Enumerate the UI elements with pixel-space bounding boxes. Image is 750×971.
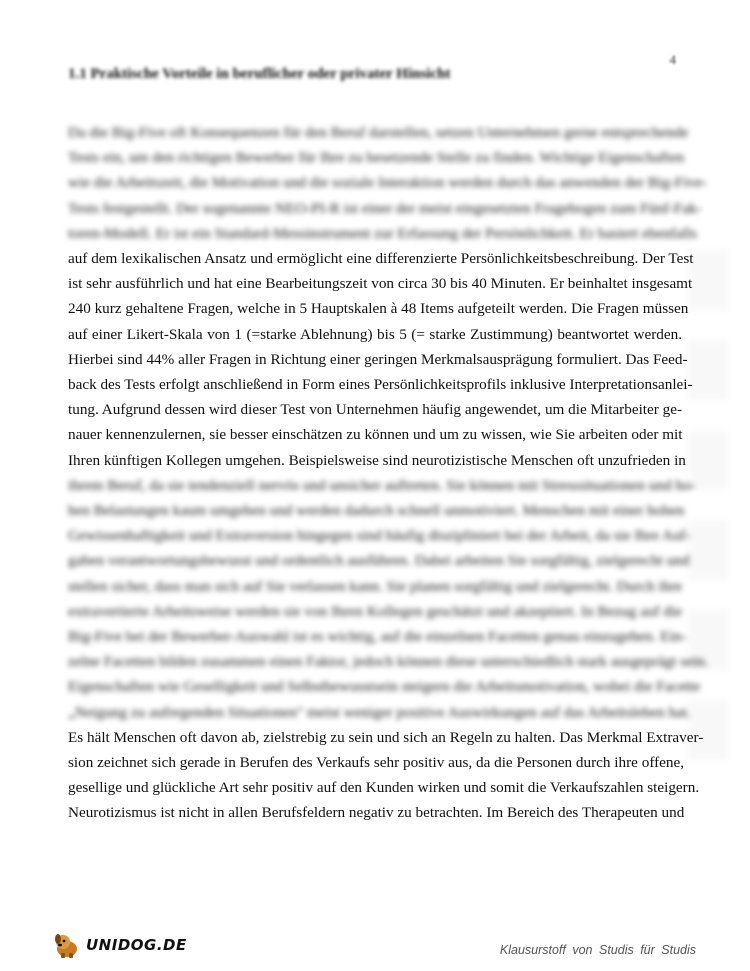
text-line: gaben verantwortungsbewusst und ordentlich ausführen. Dabei arbeiten Sie sorgfältig, zielgerecht und bbox=[68, 552, 690, 570]
text-line: Es hält Menschen oft davon ab, zielstrebig zu sein und sich an Regeln zu halten. Das Merkmal Extraver- bbox=[68, 728, 704, 746]
text-line: ist sehr ausführlich und hat eine Bearbeitungszeit von circa 30 bis 40 Minuten. Er beinhaltet insgesamt bbox=[68, 275, 693, 293]
logo-text: UNIDOG.DE bbox=[86, 936, 187, 954]
text-line: nauer kennenzulernen, sie besser einschätzen zu können und um zu wissen, wie Sie arbeiten oder mit bbox=[68, 426, 683, 444]
section-heading: 1.1 Praktische Vorteile in beruflicher oder privater Hinsicht bbox=[68, 66, 451, 82]
footer-tagline: Klausurstoff von Studis für Studis bbox=[499, 943, 696, 957]
text-line: auf einer Likert-Skala von 1 (=starke Ablehnung) bis 5 (= starke Zustimmung) beantwortet werden. bbox=[68, 325, 682, 343]
text-line: zelne Facetten bilden zusammen einen Faktor, jedoch können diese unterschiedlich stark ausgeprägt sein. bbox=[68, 653, 709, 671]
text-line: hen Belastungen kaum umgehen und werden dadurch schnell unmotiviert. Menschen mit einer hohen bbox=[68, 502, 685, 520]
text-line: „Neigung zu aufregenden Situationen" meist weniger positive Auswirkungen auf das Arbeitsleben hat. bbox=[68, 703, 691, 721]
page-number: 4 bbox=[669, 52, 676, 67]
body-text bbox=[68, 120, 709, 826]
dog-mascot-icon bbox=[52, 930, 82, 960]
text-line: toren-Modell. Er ist ein Standard-Messinstrument zur Erfassung der Persönlichkeit. Er basiert ebenfalls bbox=[68, 224, 697, 242]
text-line: extravertierte Arbeitsweise werden sie von Ihren Kollegen geschätzt und akzeptiert. In Bezug auf die bbox=[68, 602, 682, 620]
text-line: wie die Arbeitszeit, die Motivation und die soziale Interaktion werden durch das anwenden der Big-Five- bbox=[68, 174, 707, 192]
text-line: Hierbei sind 44% aller Fragen in Richtung einer geringen Merkmalsausprägung formuliert. Das Feed- bbox=[68, 350, 688, 368]
text-line: tung. Aufgrund dessen wird dieser Test von Unternehmen häufig angewendet, um die Mitarbeiter ge- bbox=[68, 401, 683, 419]
text-line: back des Tests erfolgt anschließend in Form eines Persönlichkeitsprofils inklusive Interpretationsanlei- bbox=[68, 376, 693, 394]
text-line: Neurotizismus ist nicht in allen Berufsfeldern negativ zu betrachten. Im Bereich des Therapeuten und bbox=[68, 804, 685, 822]
unidog-logo[interactable] bbox=[52, 930, 187, 960]
text-line: Tests festgestellt. Der sogenannte NEO-PI-R ist einer der meist eingesetzten Fragebogen zum Fünf-Fak- bbox=[68, 199, 702, 217]
text-line: Da die Big-Five oft Konsequenzen für den Beruf darstellen, setzen Unternehmen gerne entsprechende bbox=[68, 124, 689, 141]
text-line: Gewissenhaftigkeit und Extraversion hingegen sind häufig diszipliniert bei der Arbeit, da sie Ihre Auf- bbox=[68, 527, 691, 545]
text-line: stellen sicher, dass man sich auf Sie verlassen kann. Sie planen sorgfältig und zielgerecht. Durch ihre bbox=[68, 577, 683, 595]
text-line: sion zeichnet sich gerade in Berufen des Verkaufs sehr positiv aus, da die Personen durch ihre offene, bbox=[68, 754, 685, 772]
text-line: ihrem Beruf, da sie tendenziell nervös und unsicher auftreten. Sie können mit Stresssituationen und ho- bbox=[68, 476, 696, 494]
text-line: Eigenschaften wie Geselligkeit und Selbstbewusstsein steigern die Arbeitsmotivation, wobei die Facette bbox=[68, 678, 701, 696]
text-line: auf dem lexikalischen Ansatz und ermöglicht eine differenzierte Persönlichkeitsbeschreibung. Der Test bbox=[68, 250, 694, 268]
text-line: Big-Five bei der Bewerber-Auswahl ist es wichtig, auf die einzelnen Facetten genau einzugehen. Ein- bbox=[68, 628, 687, 646]
text-line: gesellige und glückliche Art sehr positiv auf den Kunden wirken und somit die Verkaufszahlen steigern. bbox=[68, 779, 700, 797]
text-line: Tests ein, um den richtigen Bewerber für Ihre zu besetzende Stelle zu finden. Wichtige Eigenschaften bbox=[68, 149, 685, 167]
text-line: Ihren künftigen Kollegen umgehen. Beispielsweise sind neurotizistische Menschen oft unzufrieden in bbox=[68, 451, 686, 469]
text-line: 240 kurz gehaltene Fragen, welche in 5 Hauptskalen à 48 Items aufgeteilt werden. Die Fragen müssen bbox=[68, 300, 689, 318]
